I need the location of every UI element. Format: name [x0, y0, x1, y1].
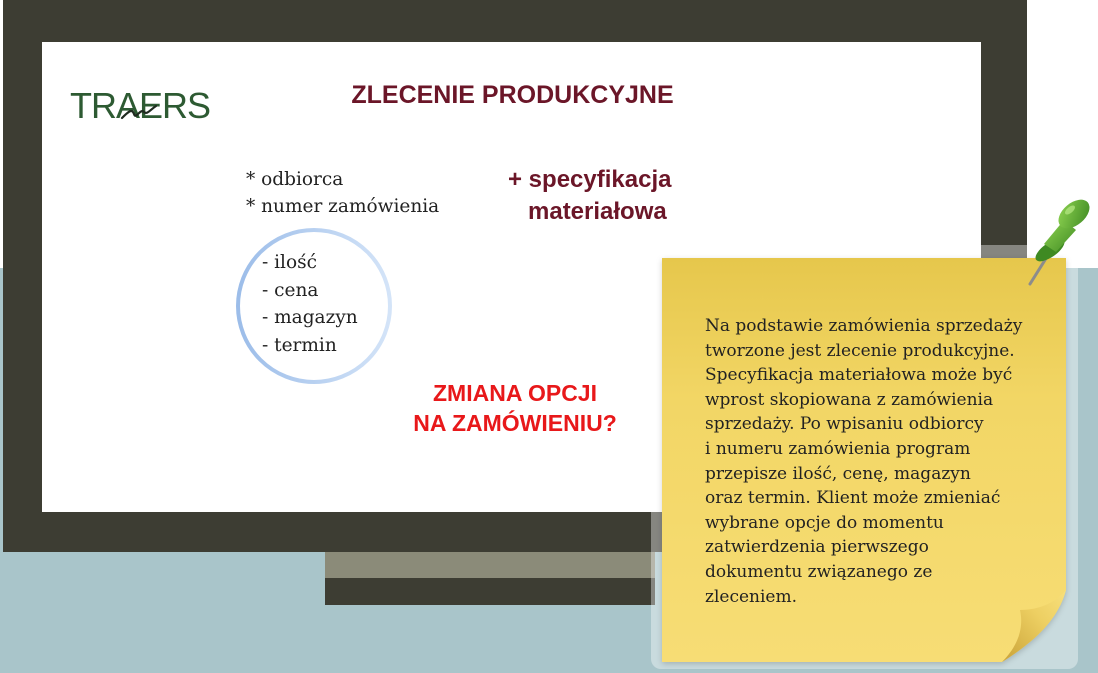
specification-line-2: materiałowa — [528, 198, 667, 225]
note-text — [705, 314, 1022, 609]
note-line: wprost skopiowana z zamówienia — [705, 389, 994, 410]
copied-field-item: - ilość — [262, 252, 317, 273]
sticky-note — [662, 258, 1066, 662]
copied-field-item: - magazyn — [262, 307, 358, 328]
pushpin-icon — [1020, 190, 1094, 288]
note-line: wybrane opcje do momentu — [705, 512, 944, 533]
note-line: zleceniem. — [705, 586, 798, 607]
monitor-stand-neck — [325, 552, 655, 578]
specification-line-1: + specyfikacja — [508, 166, 672, 193]
copied-field-item: - cena — [262, 279, 319, 301]
field-item: * numer zamówienia — [246, 196, 440, 217]
logo-mark-icon — [120, 98, 160, 124]
question-line-2: NA ZAMÓWIENIU? — [413, 410, 617, 436]
note-line: Specyfikacja materiałowa może być — [705, 365, 1013, 386]
slide-title: ZLECENIE PRODUKCYJNE — [351, 81, 674, 109]
note-line: tworzone jest zlecenie produkcyjne. — [705, 340, 1015, 361]
logo-text: TRAERS — [70, 85, 211, 126]
required-fields-list — [246, 166, 439, 220]
copied-fields-list — [262, 249, 358, 359]
note-line: przepisze ilość, cenę, magazyn — [705, 463, 971, 484]
question-callout — [390, 378, 640, 438]
note-line: i numeru zamówienia program — [705, 438, 971, 459]
monitor-stand-base — [325, 578, 655, 605]
note-line: oraz termin. Klient może zmieniać — [705, 488, 1001, 509]
note-line: zatwierdzenia pierwszego — [705, 537, 929, 558]
copied-field-item: - termin — [262, 334, 337, 356]
note-line: sprzedaży. Po wpisaniu odbiorcy — [705, 414, 984, 435]
question-line-1: ZMIANA OPCJI — [433, 380, 597, 406]
company-logo — [70, 84, 220, 128]
note-line: dokumentu związanego ze — [705, 561, 933, 582]
note-line: Na podstawie zamówienia sprzedaży — [705, 316, 1023, 336]
field-item: * odbiorca — [246, 169, 344, 190]
